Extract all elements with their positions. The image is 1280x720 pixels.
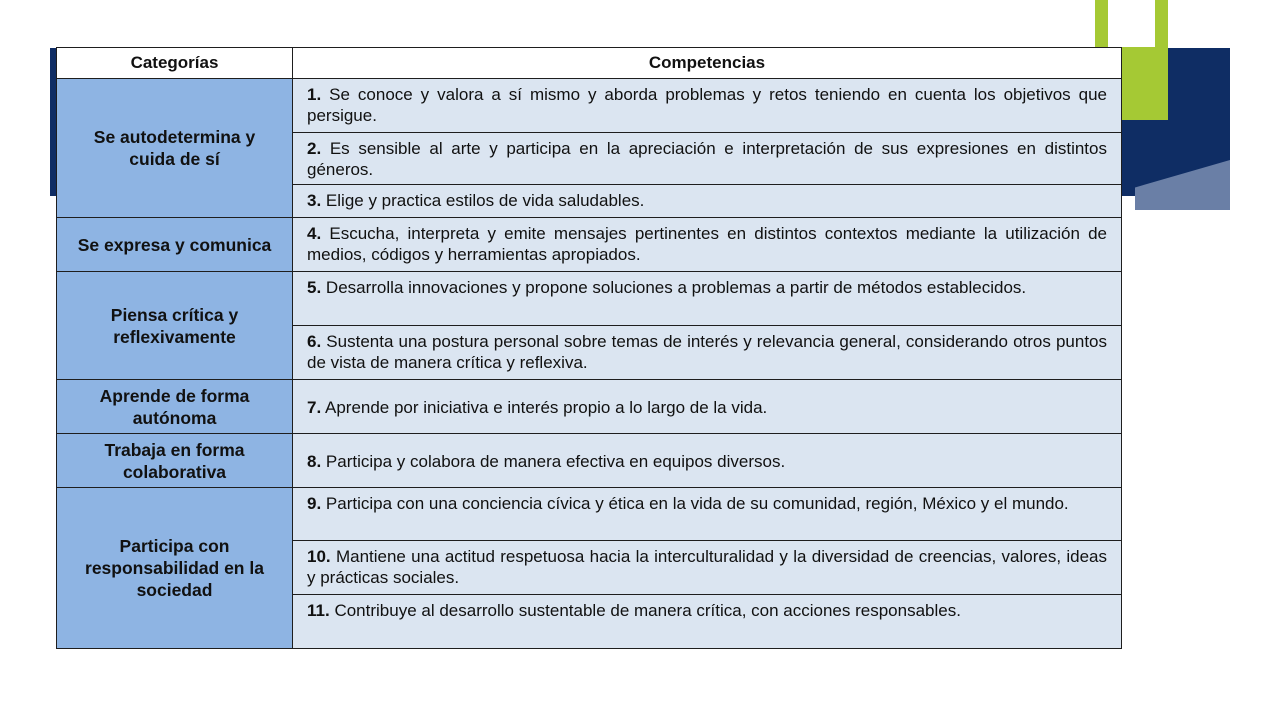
header-competencies: Competencias [293, 48, 1122, 79]
competency-number: 8. [307, 452, 322, 471]
competency-number: 5. [307, 278, 322, 297]
competency-cell [293, 541, 1122, 595]
table-row [57, 380, 1122, 434]
table-row [57, 488, 1122, 541]
competency-number: 9. [307, 494, 322, 513]
competency-text: Sustenta una postura personal sobre temas de interés y relevancia general, considerando otros puntos de vista de manera crítica y reflexiva. [307, 332, 1107, 372]
category-cell: Se autodetermina y cuida de sí [57, 79, 293, 218]
competency-text: Contribuye al desarrollo sustentable de manera crítica, con acciones responsables. [334, 601, 961, 620]
competency-cell [293, 218, 1122, 272]
competency-number: 10. [307, 547, 331, 566]
competency-number: 11. [307, 601, 330, 620]
competency-number: 6. [307, 332, 322, 351]
competency-number: 3. [307, 191, 322, 210]
table-row [57, 272, 1122, 326]
competency-number: 2. [307, 139, 322, 158]
category-cell: Piensa crítica y reflexivamente [57, 272, 293, 380]
category-cell: Aprende de forma autónoma [57, 380, 293, 434]
table-row [57, 434, 1122, 488]
competency-cell [293, 434, 1122, 488]
competency-number: 1. [307, 85, 322, 104]
category-cell: Trabaja en forma colaborativa [57, 434, 293, 488]
competency-text: Mantiene una actitud respetuosa hacia la interculturalidad y la diversidad de creencias, valores, ideas y prácticas sociales. [307, 547, 1107, 587]
competency-text: Es sensible al arte y participa en la apreciación e interpretación de sus expresiones en distintos géneros. [307, 139, 1107, 179]
competency-text: Desarrolla innovaciones y propone soluciones a problemas a partir de métodos establecidos. [325, 278, 1027, 297]
table-header-row [57, 48, 1122, 79]
competency-text: Elige y practica estilos de vida saludables. [325, 191, 645, 210]
competency-text: Participa y colabora de manera efectiva en equipos diversos. [325, 452, 786, 471]
competency-text: Se conoce y valora a sí mismo y aborda problemas y retos teniendo en cuenta los objetivos que persigue. [307, 85, 1107, 125]
competency-number: 4. [307, 224, 322, 243]
competency-cell [293, 595, 1122, 649]
competency-cell [293, 185, 1122, 218]
competency-cell [293, 79, 1122, 133]
table-row [57, 79, 1122, 133]
competency-cell [293, 133, 1122, 185]
competency-cell [293, 326, 1122, 380]
green-accent-cutout [1108, 0, 1155, 47]
competencies-table [56, 47, 1122, 649]
competency-text: Participa con una conciencia cívica y ética en la vida de su comunidad, región, México y el mundo. [325, 494, 1069, 513]
competency-number: 7. [307, 398, 322, 417]
competency-cell [293, 272, 1122, 326]
category-cell: Se expresa y comunica [57, 218, 293, 272]
competency-cell [293, 380, 1122, 434]
competency-text: Aprende por iniciativa e interés propio a lo largo de la vida. [324, 398, 768, 417]
competency-cell [293, 488, 1122, 541]
category-cell: Participa con responsabilidad en la sociedad [57, 488, 293, 649]
header-categories: Categorías [57, 48, 293, 79]
competency-text: Escucha, interpreta y emite mensajes pertinentes en distintos contextos mediante la utilización de medios, códigos y herramientas apropiados. [307, 224, 1107, 264]
table-row [57, 218, 1122, 272]
